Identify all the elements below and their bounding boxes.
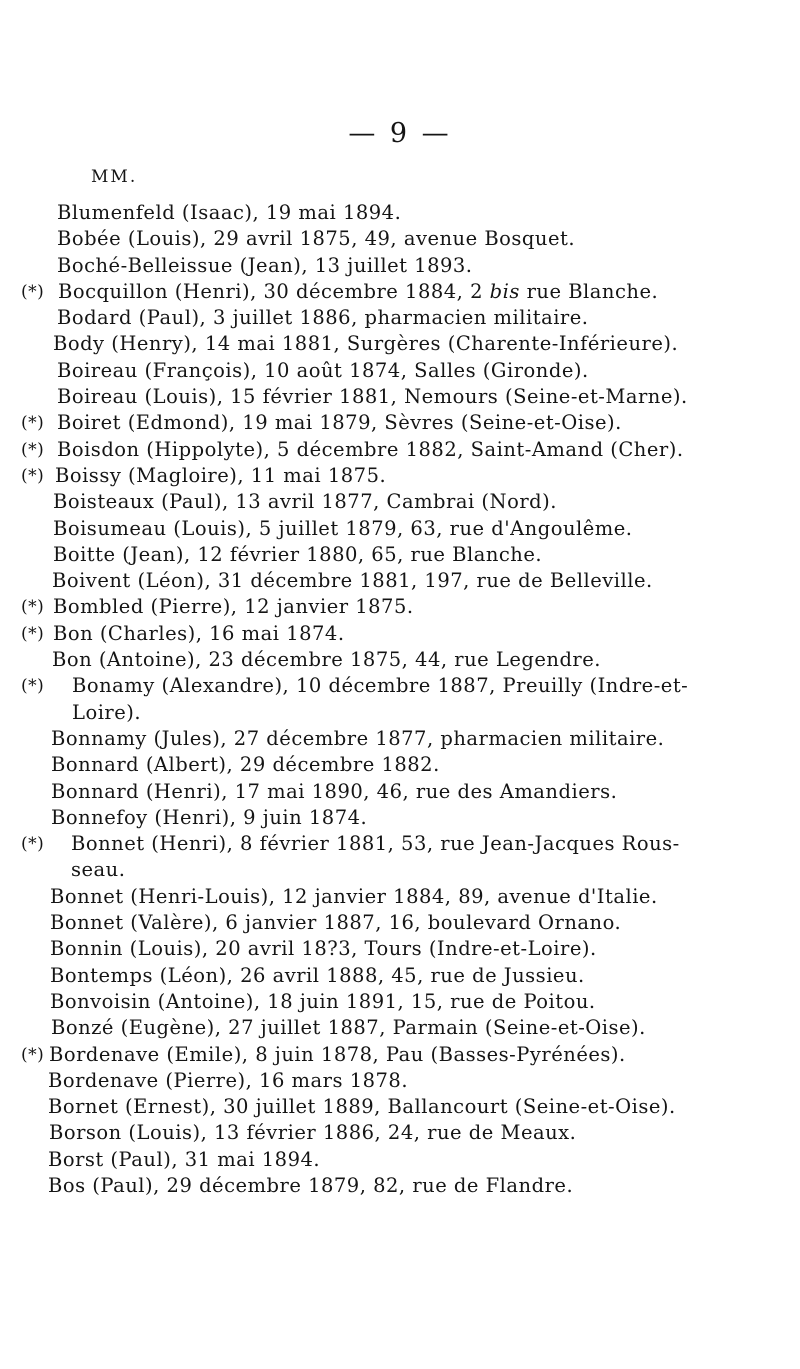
list-item: [0, 1120, 800, 1146]
entry-line: Blumenfeld (Isaac), 19 mai 1894.: [57, 201, 402, 224]
entry-text: [53, 331, 678, 357]
entry-text: [48, 1147, 320, 1173]
entry-line: Borson (Louis), 13 février 1886, 24, rue de Meaux.: [49, 1121, 577, 1145]
entry-text: [53, 594, 414, 620]
list-item: [0, 594, 800, 620]
entry-text: [51, 752, 440, 778]
entry-text: [48, 1094, 676, 1120]
list-item: [0, 779, 800, 805]
entry-line: Bonzé (Eugène), 27 juillet 1887, Parmain (Seine-et-Oise).: [51, 1016, 646, 1040]
list-item: [0, 647, 800, 673]
entry-text: [55, 463, 386, 489]
entry-text: [51, 779, 617, 805]
entry-text: [50, 936, 597, 962]
entry-text: [48, 1173, 573, 1199]
entry-text: [52, 673, 688, 726]
asterisk-marker: (*): [21, 465, 45, 486]
entry-line: Bocquillon (Henri), 30 décembre 1884, 2 bis rue Blanche.: [58, 279, 659, 303]
list-item: [0, 437, 800, 463]
entry-text: [52, 568, 653, 594]
entry-text: [57, 358, 589, 384]
asterisk-marker: (*): [21, 413, 45, 434]
entry-line: Boissy (Magloire), 11 mai 1875.: [55, 463, 387, 487]
entry-text: [53, 621, 345, 647]
list-item: [0, 1173, 800, 1199]
entry-line: Bonnamy (Jules), 27 décembre 1877, pharmacien militaire.: [51, 726, 665, 750]
asterisk-marker: (*): [21, 281, 45, 302]
asterisk-marker: (*): [21, 676, 45, 697]
entry-text: [50, 910, 621, 936]
entry-text: [53, 516, 633, 542]
list-item: [0, 910, 800, 936]
entry-line: Boireau (Louis), 15 février 1881, Nemours (Seine-et-Marne).: [57, 385, 688, 409]
list-item: [0, 253, 800, 279]
entry-text: [57, 305, 589, 331]
entry-text: [50, 989, 596, 1015]
list-item: [0, 884, 800, 910]
entry-line: Bordenave (Emile), 8 juin 1878, Pau (Basses-Pyrénées).: [49, 1042, 626, 1066]
entry-text: [50, 963, 585, 989]
entry-line: Bodard (Paul), 3 juillet 1886, pharmacien militaire.: [57, 306, 589, 330]
entry-line: Bonnet (Valère), 6 janvier 1887, 16, boulevard Ornano.: [50, 911, 622, 935]
list-item: [0, 489, 800, 515]
list-item: [0, 463, 800, 489]
entry-text: [51, 805, 367, 831]
entry-line: Body (Henry), 14 mai 1881, Surgères (Charente-Inférieure).: [53, 332, 679, 356]
entry-line: Bobée (Louis), 29 avril 1875, 49, avenue Bosquet.: [57, 227, 576, 251]
entry-text: [51, 1015, 646, 1041]
entry-text: [57, 384, 688, 410]
list-item: [0, 621, 800, 647]
list-item: [0, 936, 800, 962]
list-item: [0, 1042, 800, 1068]
entry-line: Bontemps (Léon), 26 avril 1888, 45, rue de Jussieu.: [50, 963, 585, 987]
list-item: [0, 358, 800, 384]
list-item: [0, 200, 800, 226]
page-number: — 9 —: [348, 118, 452, 149]
entry-text: [51, 831, 680, 884]
asterisk-marker: (*): [21, 834, 45, 855]
entry-line: Boiret (Edmond), 19 mai 1879, Sèvres (Seine-et-Oise).: [57, 411, 622, 435]
entry-continuation: Loire).: [72, 700, 142, 724]
entry-text: [51, 726, 664, 752]
entry-text: [53, 489, 557, 515]
entry-line: Bonnet (Henri), 8 février 1881, 53, rue Jean-Jacques Rous-: [71, 832, 680, 856]
entry-text: [48, 1068, 408, 1094]
entry-text: [57, 226, 575, 252]
entry-text: [57, 410, 622, 436]
list-item: [0, 1068, 800, 1094]
entry-line: Bon (Charles), 16 mai 1874.: [53, 621, 345, 645]
list-item: [0, 989, 800, 1015]
list-item: [0, 516, 800, 542]
entry-line: Bon (Antoine), 23 décembre 1875, 44, rue Legendre.: [52, 648, 601, 672]
entry-line: Boisteaux (Paul), 13 avril 1877, Cambrai (Nord).: [53, 490, 557, 514]
entry-list: [0, 200, 800, 1199]
list-item: [0, 1094, 800, 1120]
list-item: [0, 726, 800, 752]
list-item: [0, 279, 800, 305]
asterisk-marker: (*): [21, 597, 45, 618]
entry-text: [49, 1120, 576, 1146]
entry-text: [57, 253, 473, 279]
entry-line: Borst (Paul), 31 mai 1894.: [48, 1147, 321, 1171]
list-item: [0, 963, 800, 989]
entry-line: Boché-Belleissue (Jean), 13 juillet 1893.: [57, 253, 473, 277]
entry-line: Bonnard (Henri), 17 mai 1890, 46, rue des Amandiers.: [51, 779, 618, 803]
list-item: [0, 831, 800, 884]
entry-line: Boitte (Jean), 12 février 1880, 65, rue Blanche.: [53, 542, 543, 566]
list-item: [0, 226, 800, 252]
list-item: [0, 305, 800, 331]
list-item: [0, 1015, 800, 1041]
asterisk-marker: (*): [21, 439, 45, 460]
list-item: [0, 568, 800, 594]
entry-line: Bonnefoy (Henri), 9 juin 1874.: [51, 805, 368, 829]
entry-line: Bordenave (Pierre), 16 mars 1878.: [48, 1068, 409, 1092]
honorific-heading: MM.: [91, 167, 138, 187]
entry-line: Bonnin (Louis), 20 avril 18?3, Tours (Indre-et-Loire).: [50, 937, 597, 961]
entry-text: [52, 647, 601, 673]
entry-text: [50, 884, 658, 910]
entry-text: [49, 1042, 626, 1068]
entry-text: [57, 200, 401, 226]
list-item: [0, 805, 800, 831]
entry-line: Bos (Paul), 29 décembre 1879, 82, rue de Flandre.: [48, 1173, 574, 1197]
list-item: [0, 542, 800, 568]
entry-line: Bonnet (Henri-Louis), 12 janvier 1884, 89, avenue d'Italie.: [50, 884, 658, 908]
entry-text: [57, 437, 684, 463]
entry-line: Bonvoisin (Antoine), 18 juin 1891, 15, rue de Poitou.: [50, 989, 596, 1013]
asterisk-marker: (*): [21, 1044, 45, 1065]
list-item: [0, 752, 800, 778]
entry-line: Bonamy (Alexandre), 10 décembre 1887, Preuilly (Indre-et-: [72, 674, 689, 698]
asterisk-marker: (*): [21, 623, 45, 644]
list-item: [0, 1147, 800, 1173]
entry-continuation: seau.: [71, 858, 126, 882]
entry-text: [58, 279, 658, 305]
entry-line: Boisdon (Hippolyte), 5 décembre 1882, Saint-Amand (Cher).: [57, 437, 684, 461]
entry-line: Bonnard (Albert), 29 décembre 1882.: [51, 753, 440, 777]
list-item: [0, 331, 800, 357]
entry-line: Bornet (Ernest), 30 juillet 1889, Ballancourt (Seine-et-Oise).: [48, 1095, 676, 1119]
entry-line: Boireau (François), 10 août 1874, Salles (Gironde).: [57, 358, 589, 382]
entry-text: [53, 542, 542, 568]
list-item: [0, 673, 800, 726]
entry-line: Boisumeau (Louis), 5 juillet 1879, 63, rue d'Angoulême.: [53, 516, 633, 540]
entry-line: Boivent (Léon), 31 décembre 1881, 197, rue de Belleville.: [52, 569, 653, 593]
list-item: [0, 410, 800, 436]
entry-line: Bombled (Pierre), 12 janvier 1875.: [53, 595, 414, 619]
list-item: [0, 384, 800, 410]
